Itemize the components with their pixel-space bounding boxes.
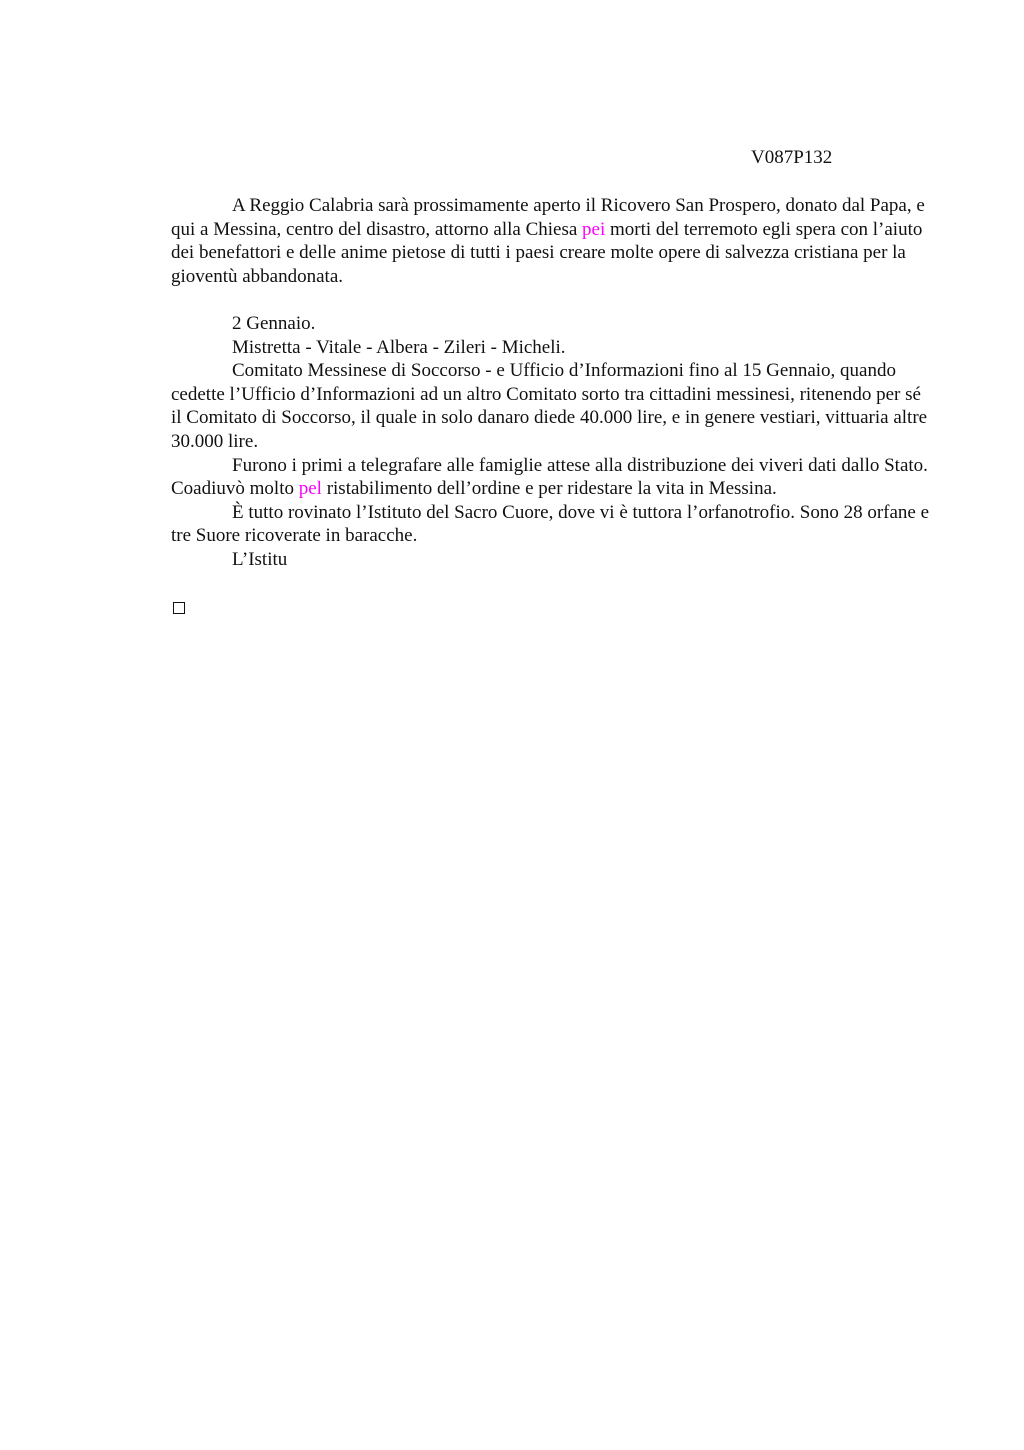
paragraph-text: Furono i primi a telegrafare alle famiglie attese alla distribuzione dei viveri dati dallo Stato. Coadiuvò molto [171,454,928,500]
paragraph-comitato: Comitato Messinese di Soccorso - e Ufficio d’Informazioni fino al 15 Gennaio, quando cedette l’Ufficio d’Informazioni ad un altro Comitato sorto tra cittadini messinesi, ritenendo per sé il Comitato di Soccorso, il quale in solo danaro diede 40.000 lire, e in genere vestiari, vittuaria altre 30.000 lire. [171,360,928,452]
paragraph-text: morti del terremoto egli spera con l’aiuto dei benefattori e delle anime pietose di tutti i paesi creare molte opere di salvezza cristiana per la gioventù abbandonata. [171,218,923,287]
page-code: V087P132 [751,147,833,168]
highlighted-word: pei [582,218,606,240]
paragraph-reggio-calabria [171,194,931,288]
paragraph-spacer [171,288,931,312]
highlighted-word: pel [298,478,322,500]
paragraph-text: ristabilimento dell’ordine e per ridestare la vita in Messina. [321,478,777,500]
paragraph-telegrafare [171,454,931,501]
paragraph-truncated: L’Istitu [232,548,288,570]
paragraph-istituto: È tutto rovinato l’Istituto del Sacro Cuore, dove vi è tuttora l’orfanotrofio. Sono 28 orfane e tre Suore ricoverate in baracche. [171,501,930,547]
paragraph-names: Mistretta - Vitale - Albera - Zileri - Micheli. [232,336,566,358]
empty-box-icon [173,602,185,614]
document-body [171,194,931,572]
paragraph-text: A Reggio Calabria sarà prossimamente aperto il Ricovero San Prospero, donato dal Papa, e qui a Messina, centro del disastro, attorno alla Chiesa [171,195,925,240]
paragraph-date: 2 Gennaio. [232,312,316,334]
